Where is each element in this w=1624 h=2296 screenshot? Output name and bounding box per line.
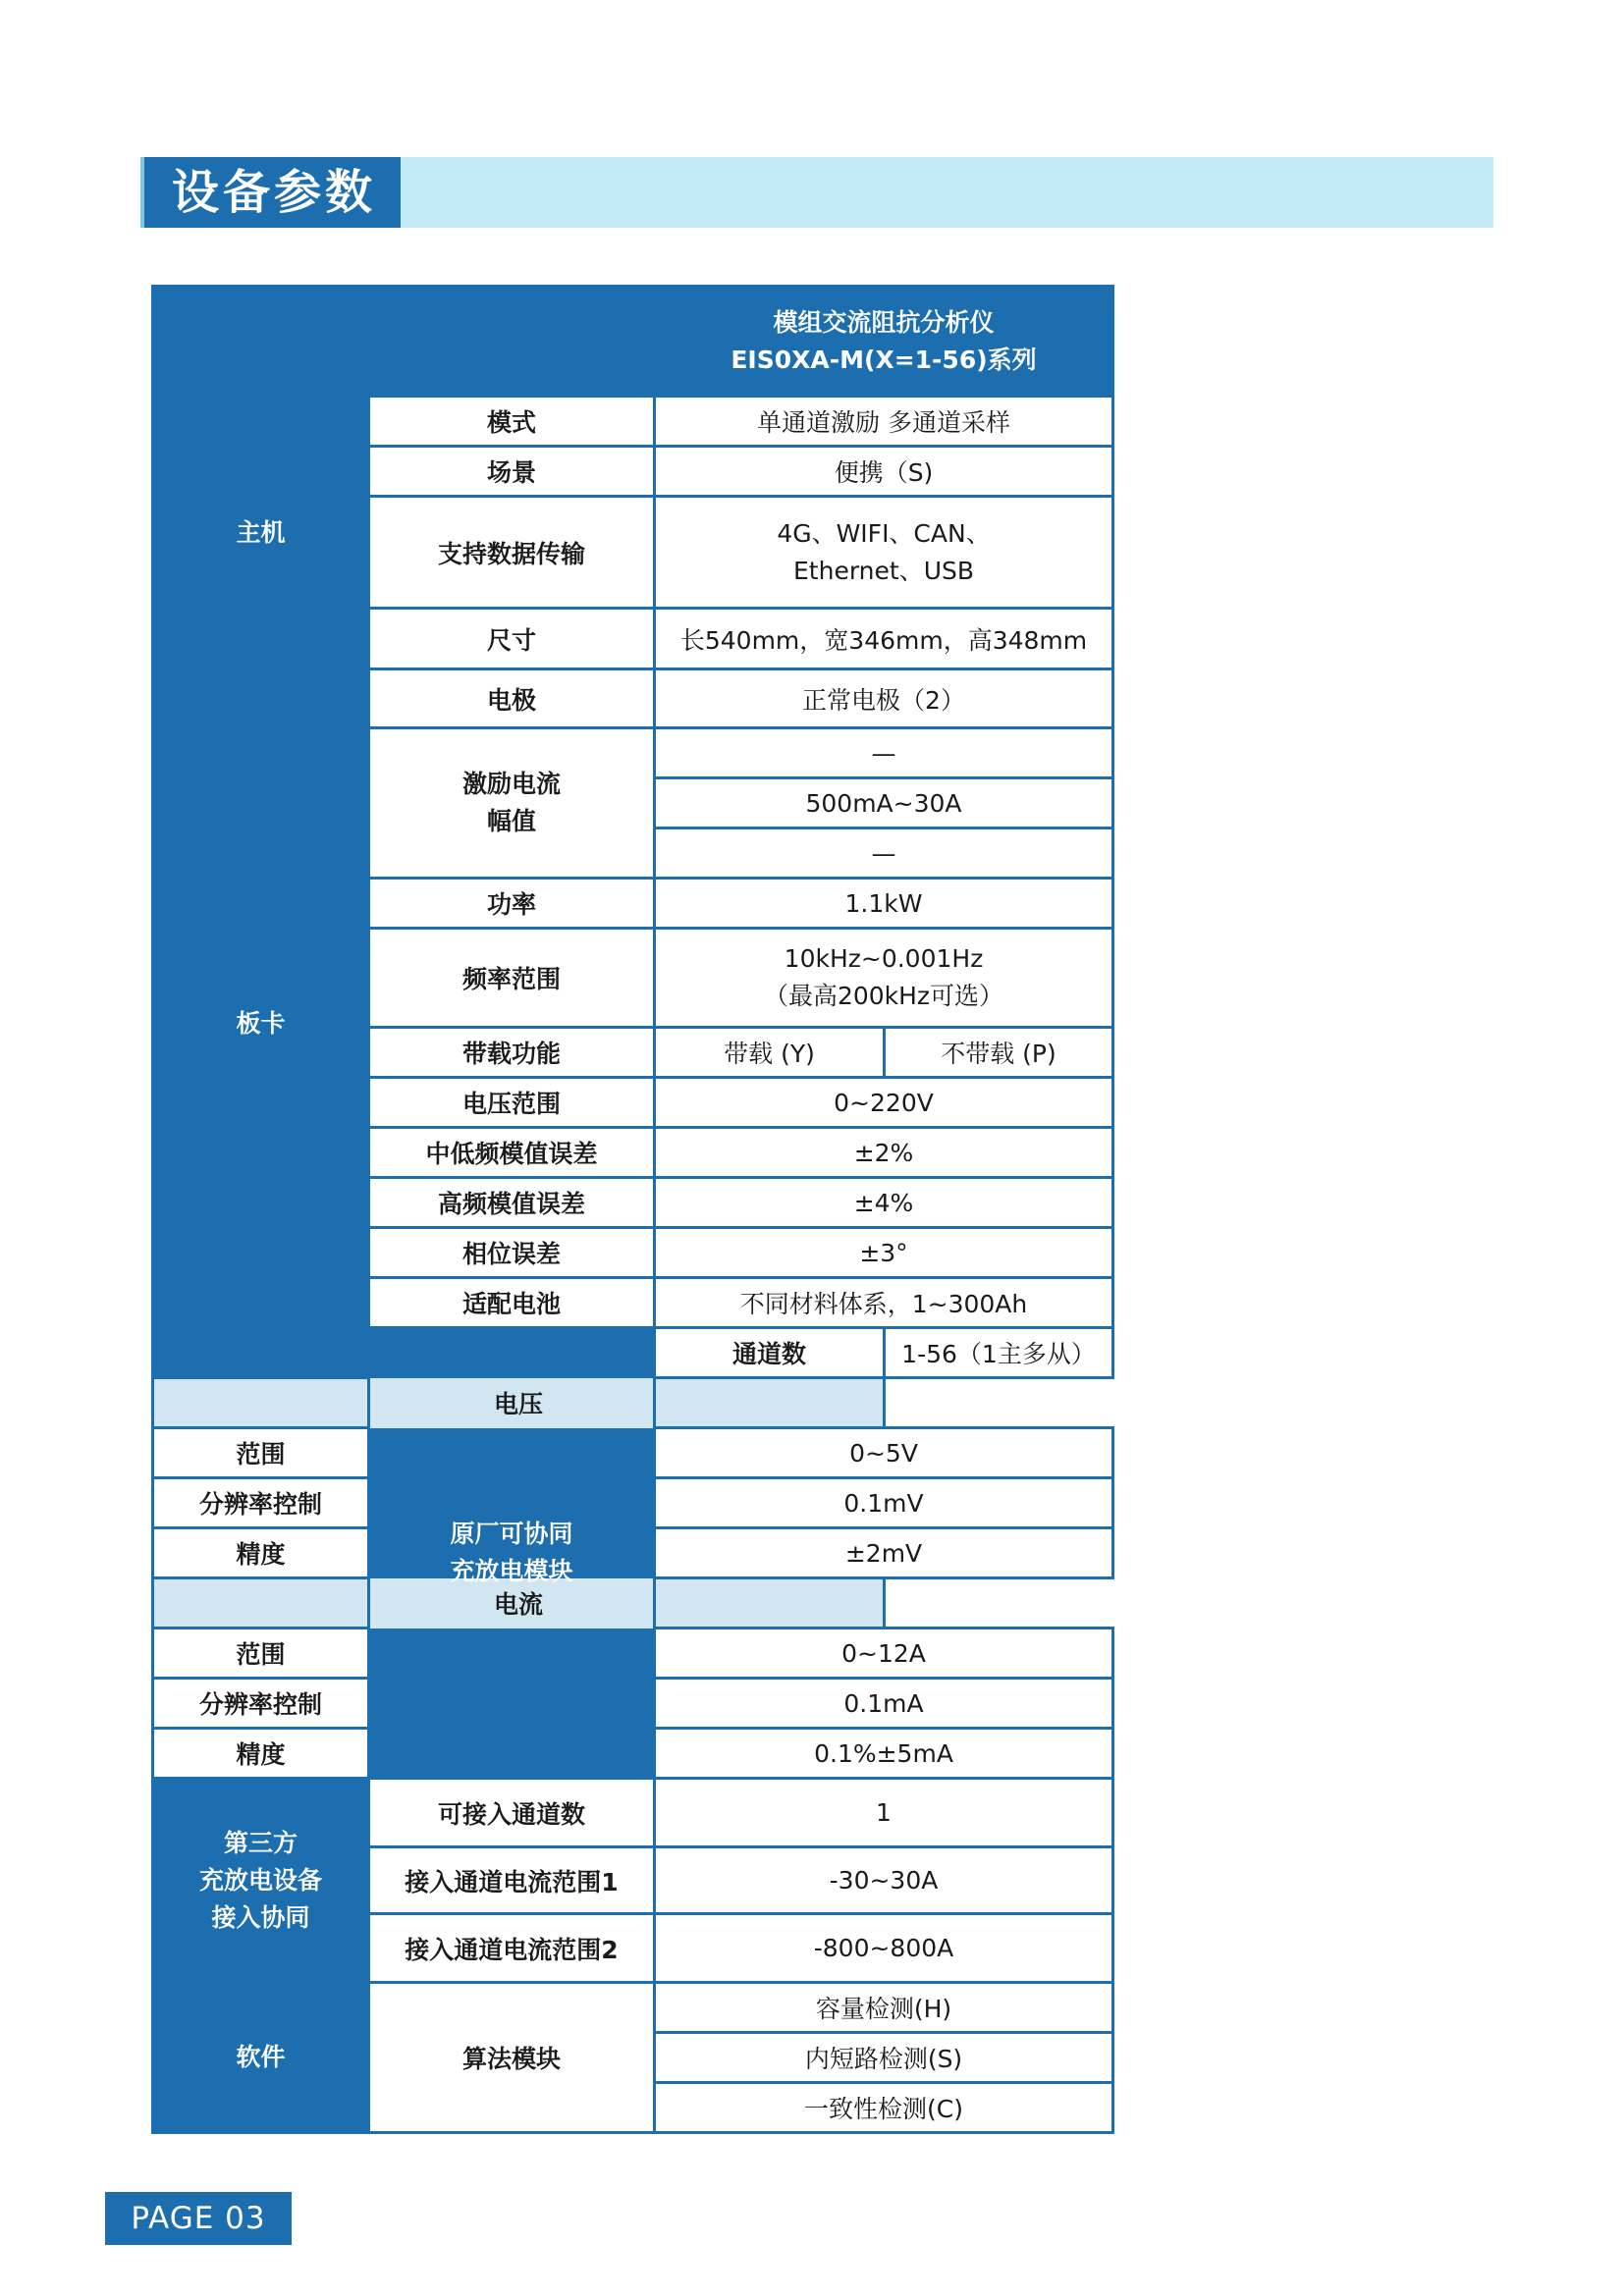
row-label-v-accuracy: 精度 xyxy=(153,1528,369,1578)
row-value-transfer xyxy=(655,497,1113,609)
category-software: 软件 xyxy=(153,1983,369,2133)
load-option-no: 不带载 (P) xyxy=(885,1028,1113,1078)
row-value-scene: 便携（S) xyxy=(655,447,1113,497)
excitation-value-3: — xyxy=(655,828,1113,879)
product-name-cell xyxy=(655,287,1113,397)
row-label-c-accuracy: 精度 xyxy=(153,1729,369,1779)
row-label-range-1: 接入通道电流范围1 xyxy=(369,1847,655,1914)
row-label-c-resolution: 分辨率控制 xyxy=(153,1679,369,1729)
oem-category-line-1: 原厂可协同 xyxy=(450,1520,573,1548)
algorithm-short-circuit: 内短路检测(S) xyxy=(655,2033,1113,2083)
row-label-access-channels: 可接入通道数 xyxy=(369,1779,655,1847)
row-value-range-1: -30~30A xyxy=(655,1847,1113,1914)
row-value-v-range: 0~5V xyxy=(655,1428,1113,1478)
spec-table xyxy=(151,285,1114,2134)
row-label-channels: 通道数 xyxy=(655,1328,885,1378)
transfer-line-1: 4G、WIFI、CAN、 xyxy=(777,518,991,548)
title-box xyxy=(140,157,401,228)
row-label-scene: 场景 xyxy=(369,447,655,497)
row-value-battery: 不同材料体系，1~300Ah xyxy=(655,1278,1113,1328)
row-value-c-accuracy: 0.1%±5mA xyxy=(655,1729,1113,1779)
row-value-c-resolution: 0.1mA xyxy=(655,1679,1113,1729)
category-host: 主机 xyxy=(153,397,369,669)
category-board: 板卡 xyxy=(153,669,369,1378)
product-name: 模组交流阻抗分析仪 xyxy=(773,307,995,337)
product-series: EIS0XA-M(X=1-56)系列 xyxy=(731,345,1037,374)
row-label-transfer: 支持数据传输 xyxy=(369,497,655,609)
excitation-label-1: 激励电流 xyxy=(461,770,561,798)
third-party-line-2: 充放电设备 xyxy=(198,1865,322,1895)
section-current: 电流 xyxy=(153,1578,885,1629)
section-voltage: 电压 xyxy=(153,1378,885,1428)
load-option-yes: 带载 (Y) xyxy=(655,1028,885,1078)
row-label-load: 带载功能 xyxy=(369,1028,655,1078)
row-label-range-2: 接入通道电流范围2 xyxy=(369,1914,655,1983)
page-title: 设备参数 xyxy=(172,165,377,220)
excitation-value-1: — xyxy=(655,728,1113,778)
row-label-algorithm: 算法模块 xyxy=(369,1983,655,2133)
row-label-battery: 适配电池 xyxy=(369,1278,655,1328)
row-value-frequency xyxy=(655,929,1113,1028)
row-value-power: 1.1kW xyxy=(655,879,1113,929)
row-value-phase-error: ±3° xyxy=(655,1228,1113,1278)
table-header-blank xyxy=(153,287,655,397)
row-label-high-error: 高频模值误差 xyxy=(369,1178,655,1228)
row-value-channels: 1-56（1主多从） xyxy=(885,1328,1113,1378)
row-label-phase-error: 相位误差 xyxy=(369,1228,655,1278)
row-value-voltage-range: 0~220V xyxy=(655,1078,1113,1128)
third-party-line-1: 第三方 xyxy=(223,1828,298,1857)
row-value-mode: 单通道激励 多通道采样 xyxy=(655,397,1113,447)
row-value-size: 长540mm，宽346mm，高348mm xyxy=(655,609,1113,669)
row-value-electrode: 正常电极（2） xyxy=(655,669,1113,728)
row-label-voltage-range: 电压范围 xyxy=(369,1078,655,1128)
category-third-party xyxy=(153,1779,369,1983)
row-label-mode: 模式 xyxy=(369,397,655,447)
row-label-frequency: 频率范围 xyxy=(369,929,655,1028)
transfer-line-2: Ethernet、USB xyxy=(793,556,975,585)
row-label-size: 尺寸 xyxy=(369,609,655,669)
row-label-midlow-error: 中低频模值误差 xyxy=(369,1128,655,1178)
algorithm-capacity: 容量检测(H) xyxy=(655,1983,1113,2033)
oem-category-line-2: 充放电模块 xyxy=(450,1557,573,1585)
row-value-v-resolution: 0.1mV xyxy=(655,1478,1113,1528)
row-value-high-error: ±4% xyxy=(655,1178,1113,1228)
row-value-c-range: 0~12A xyxy=(655,1629,1113,1679)
row-label-c-range: 范围 xyxy=(153,1629,369,1679)
row-label-electrode: 电极 xyxy=(369,669,655,728)
frequency-line-2: （最高200kHz可选） xyxy=(763,982,1004,1010)
row-label-power: 功率 xyxy=(369,879,655,929)
row-label-v-resolution: 分辨率控制 xyxy=(153,1478,369,1528)
excitation-label-2: 幅值 xyxy=(486,807,536,835)
page-number: PAGE 03 xyxy=(105,2192,292,2245)
row-value-v-accuracy: ±2mV xyxy=(655,1528,1113,1578)
row-value-midlow-error: ±2% xyxy=(655,1128,1113,1178)
third-party-line-3: 接入协同 xyxy=(211,1902,310,1932)
row-value-access-channels: 1 xyxy=(655,1779,1113,1847)
row-label-excitation xyxy=(369,728,655,879)
algorithm-consistency: 一致性检测(C) xyxy=(655,2083,1113,2133)
frequency-line-1: 10kHz~0.001Hz xyxy=(784,944,984,973)
row-label-v-range: 范围 xyxy=(153,1428,369,1478)
excitation-value-2: 500mA~30A xyxy=(655,778,1113,828)
row-value-range-2: -800~800A xyxy=(655,1914,1113,1983)
